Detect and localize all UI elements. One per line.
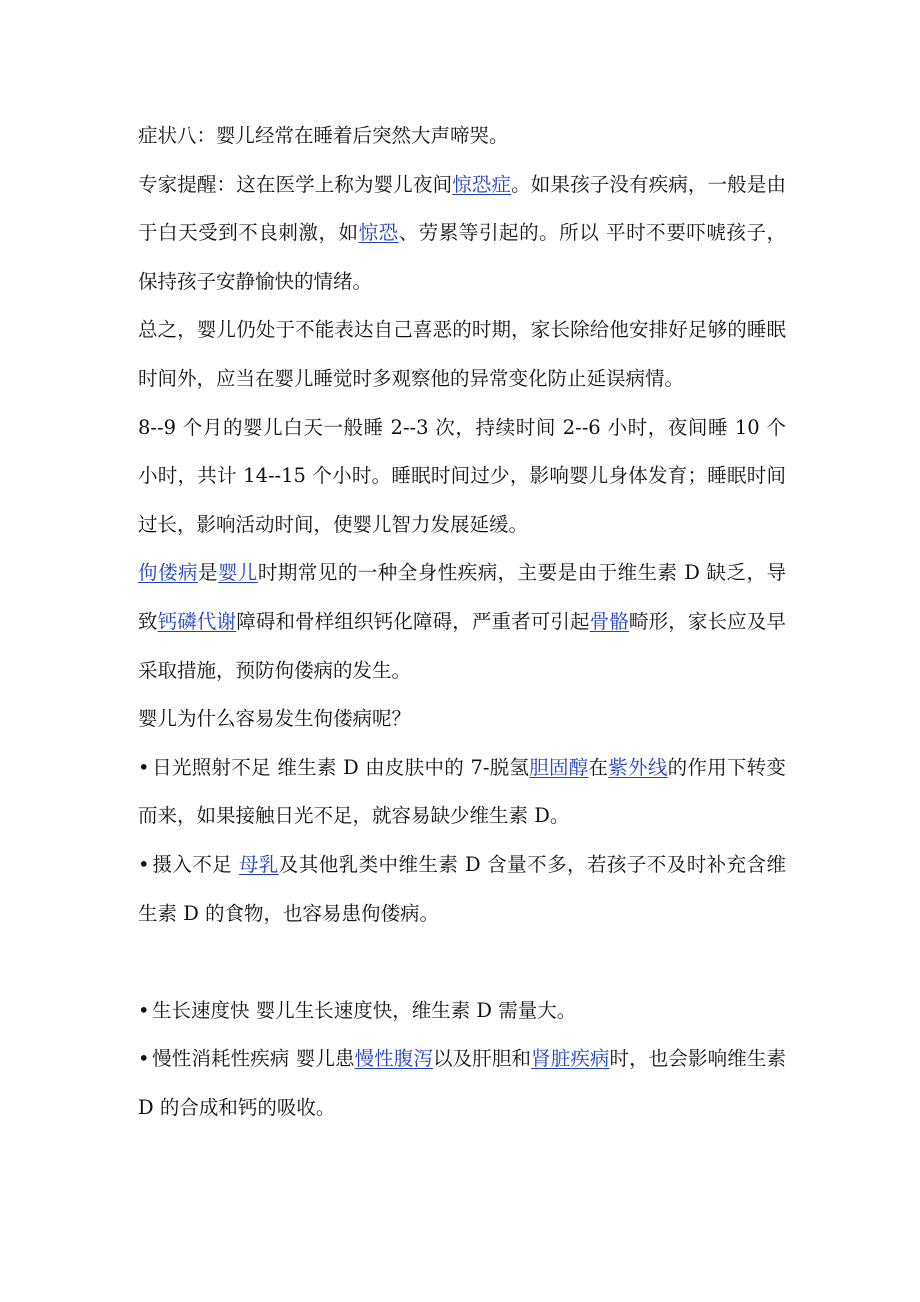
symptom-eight-heading: 症状八：婴儿经常在睡着后突然大声啼哭。 [138, 124, 509, 147]
expert-tip-text-1: 专家提醒：这在医学上称为婴儿夜间 [138, 172, 453, 196]
rickets-text-2: 时期常见的一种全身性疾病，主要是由于维生素 D 缺乏，导致 [138, 561, 786, 633]
bullet-item-intake [138, 841, 786, 938]
bullet-marker: • [138, 852, 150, 876]
bullet-chronic-text-3: 时，也会影响维生素 D 的合成和钙的吸收。 [138, 1047, 786, 1119]
summary-paragraph: 总之，婴儿仍处于不能表达自己喜恶的时期，家长除给他安排好足够的睡眠时间外，应当在婴儿睡觉时多观察他的异常变化防止延误病情。 [138, 318, 786, 390]
bullet-chronic-text-2: 以及肝胆和 [433, 1047, 532, 1071]
expert-tip-text-3: 、劳累等引起的。所以 平时不要吓唬孩子，保持孩子安静愉快的情绪。 [138, 221, 786, 293]
expert-tip-paragraph [138, 161, 786, 307]
bullet-sunlight-text-3: 的作用下转变而来，如果接触日光不足，就容易缺少维生素 D。 [138, 755, 786, 828]
link-fright[interactable]: 惊恐 [358, 221, 399, 245]
bullet-item-sunlight [138, 744, 786, 841]
bullet-chronic-text-1: 慢性消耗性疾病 婴儿患 [152, 1047, 355, 1071]
rickets-text-3: 障碍和骨样组织钙化障碍，严重者可引起 [236, 609, 590, 633]
link-chronic-diarrhea[interactable]: 慢性腹泻 [354, 1047, 434, 1071]
bullet-item-growth [138, 987, 786, 1036]
bullet-item-chronic-disease [138, 1035, 786, 1132]
rickets-intro-paragraph [138, 549, 786, 695]
link-cholesterol[interactable]: 胆固醇 [529, 755, 589, 779]
link-breast-milk[interactable]: 母乳 [238, 852, 279, 876]
bullet-marker: • [138, 998, 150, 1022]
bullet-sunlight-text-1: 日光照射不足 维生素 D 由皮肤中的 7-脱氢 [152, 755, 530, 779]
link-rickets[interactable]: 佝偻病 [138, 561, 198, 585]
rickets-text-1: 是 [197, 561, 218, 585]
bullet-marker: • [138, 1047, 150, 1071]
bullet-growth-text: 生长速度快 婴儿生长速度快，维生素 D 需量大。 [152, 998, 577, 1022]
link-night-terror[interactable]: 惊恐症 [452, 172, 512, 196]
bullet-intake-text-1: 摄入不足 [152, 852, 239, 876]
blank-line [138, 938, 786, 987]
rickets-text-4: 畸形，家长应及早采取措施，预防佝偻病的发生。 [138, 609, 786, 682]
bullet-marker: • [138, 755, 150, 779]
rickets-question-heading: 婴儿为什么容易发生佝偻病呢？ [138, 707, 412, 731]
link-ultraviolet[interactable]: 紫外线 [608, 755, 668, 779]
link-kidney-disease[interactable]: 肾脏疾病 [531, 1047, 610, 1071]
expert-tip-text-2: 。如果孩子没有疾病，一般是由于白天受到不良刺激，如 [138, 172, 786, 245]
sleep-duration-paragraph: 8--9 个月的婴儿白天一般睡 2--3 次，持续时间 2--6 小时，夜间睡 10 个小时，共计 14--15 个小时。睡眠时间过少，影响婴儿身体发育；睡眠时间过长，影响活动时间，使婴儿智力发展延缓。 [138, 415, 786, 536]
bullet-sunlight-text-2: 在 [588, 755, 609, 779]
link-infant[interactable]: 婴儿 [217, 561, 258, 585]
link-bones[interactable]: 骨骼 [589, 609, 629, 633]
bullet-intake-text-2: 及其他乳类中维生素 D 含量不多，若孩子不及时补充含维生素 D 的食物，也容易患佝偻病。 [138, 852, 786, 925]
document-body [138, 112, 786, 1132]
link-calcium-phosphorus-metabolism[interactable]: 钙磷代谢 [157, 609, 237, 633]
